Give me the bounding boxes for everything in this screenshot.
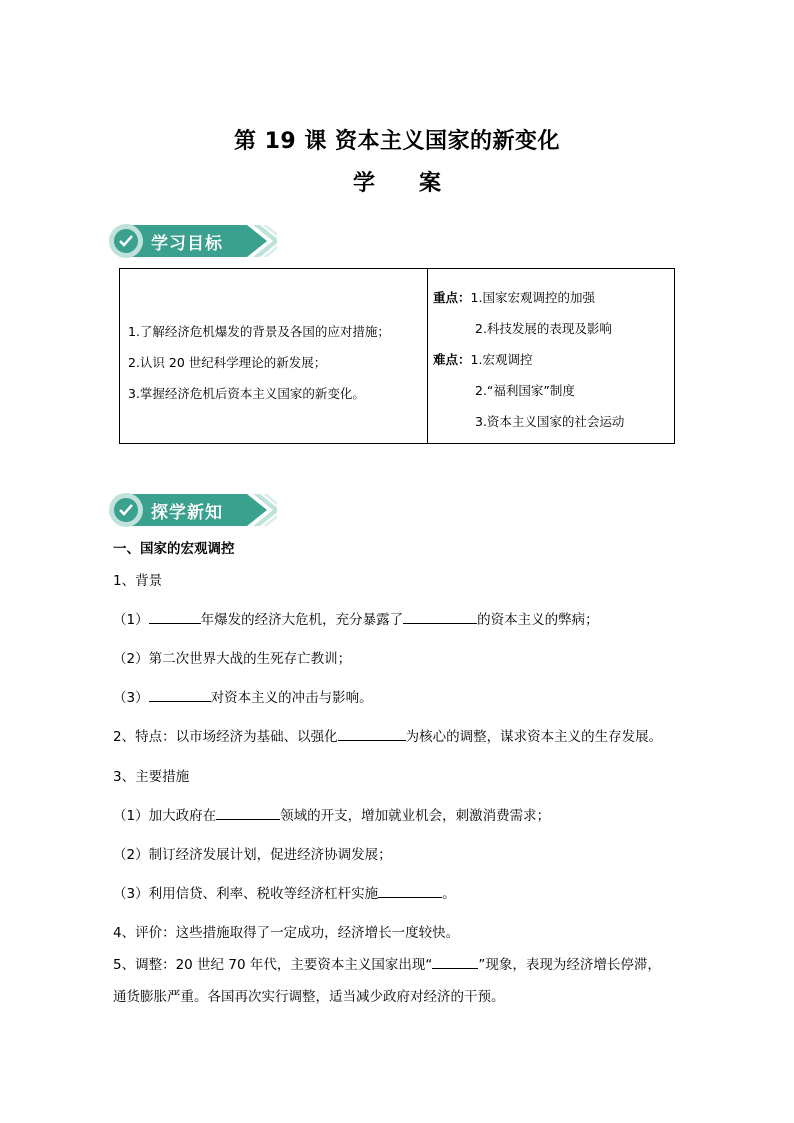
goals-banner-label: 学习目标	[151, 234, 223, 254]
fill-blank[interactable]	[149, 687, 211, 702]
adjustment-line-2: 通货膨胀严重。各国再次实行调整，适当减少政府对经济的干预。	[113, 989, 505, 1005]
key-label: 重点：	[433, 290, 471, 305]
explore-banner	[107, 491, 277, 529]
objective-item: 2.认识 20 世纪科学理论的新发展；	[128, 355, 327, 370]
text-fragment: （3）利用信贷、利率、税收等经济杠杆实施	[113, 886, 379, 902]
goals-keypoints-cell	[427, 269, 674, 443]
measure-item-2: （2）制订经济发展计划，促进经济协调发展；	[113, 847, 392, 863]
text-fragment: ”现象，表现为经济增长停滞，	[478, 957, 661, 973]
features-line	[113, 725, 662, 745]
background-title: 1、背景	[113, 573, 163, 589]
fill-blank[interactable]	[338, 726, 406, 741]
goals-table	[119, 268, 675, 444]
difficult-point: 2.“福利国家”制度	[475, 383, 575, 398]
difficult-points-row	[433, 350, 532, 368]
fill-blank[interactable]	[149, 609, 201, 624]
difficult-label: 难点：	[433, 352, 471, 367]
text-fragment: 。	[442, 886, 456, 902]
goals-objectives-cell	[120, 269, 428, 443]
lesson-subtitle: 学案	[352, 171, 485, 196]
background-item-3	[113, 686, 373, 706]
text-fragment: 2、特点：以市场经济为基础、以强化	[113, 729, 338, 745]
text-fragment: （1）	[113, 612, 149, 628]
measure-item-3	[113, 882, 456, 902]
measures-title: 3、主要措施	[113, 769, 190, 785]
objective-item: 3.掌握经济危机后资本主义国家的新变化。	[128, 386, 365, 401]
text-fragment: 年爆发的经济大危机，充分暴露了	[200, 612, 404, 628]
adjustment-line-1	[113, 953, 661, 973]
text-fragment: 5、调整：20 世纪 70 年代，主要资本主义国家出现“	[113, 957, 433, 973]
background-item-2: （2）第二次世界大战的生死存亡教训；	[113, 651, 352, 667]
text-fragment: 领域的开支，增加就业机会，刺激消费需求；	[280, 808, 551, 824]
key-point: 2.科技发展的表现及影响	[475, 321, 612, 336]
lesson-title: 第 19 课 资本主义国家的新变化	[233, 129, 561, 154]
fill-blank[interactable]	[378, 883, 442, 898]
text-fragment: 为核心的调整，谋求资本主义的生存发展。	[405, 729, 663, 745]
text-fragment: （1）加大政府在	[113, 808, 217, 824]
fill-blank[interactable]	[432, 954, 478, 969]
text-fragment: 对资本主义的冲击与影响。	[210, 690, 373, 706]
fill-blank[interactable]	[403, 609, 477, 624]
text-fragment: 的资本主义的弊病；	[477, 612, 599, 628]
goals-banner	[107, 222, 277, 260]
difficult-point: 1.宏观调控	[470, 352, 533, 367]
text-fragment: （3）	[113, 690, 149, 706]
explore-banner-label: 探学新知	[151, 503, 223, 523]
background-item-1	[113, 608, 599, 628]
measure-item-1	[113, 804, 550, 824]
objective-item: 1.了解经济危机爆发的背景及各国的应对措施；	[128, 324, 390, 339]
evaluation-line: 4、评价：这些措施取得了一定成功，经济增长一度较快。	[113, 925, 460, 941]
fill-blank[interactable]	[216, 805, 280, 820]
section-heading: 一、国家的宏观调控	[113, 541, 235, 557]
key-point: 1.国家宏观调控的加强	[470, 290, 595, 305]
difficult-point: 3.资本主义国家的社会运动	[475, 414, 625, 429]
key-points-row	[433, 288, 595, 306]
